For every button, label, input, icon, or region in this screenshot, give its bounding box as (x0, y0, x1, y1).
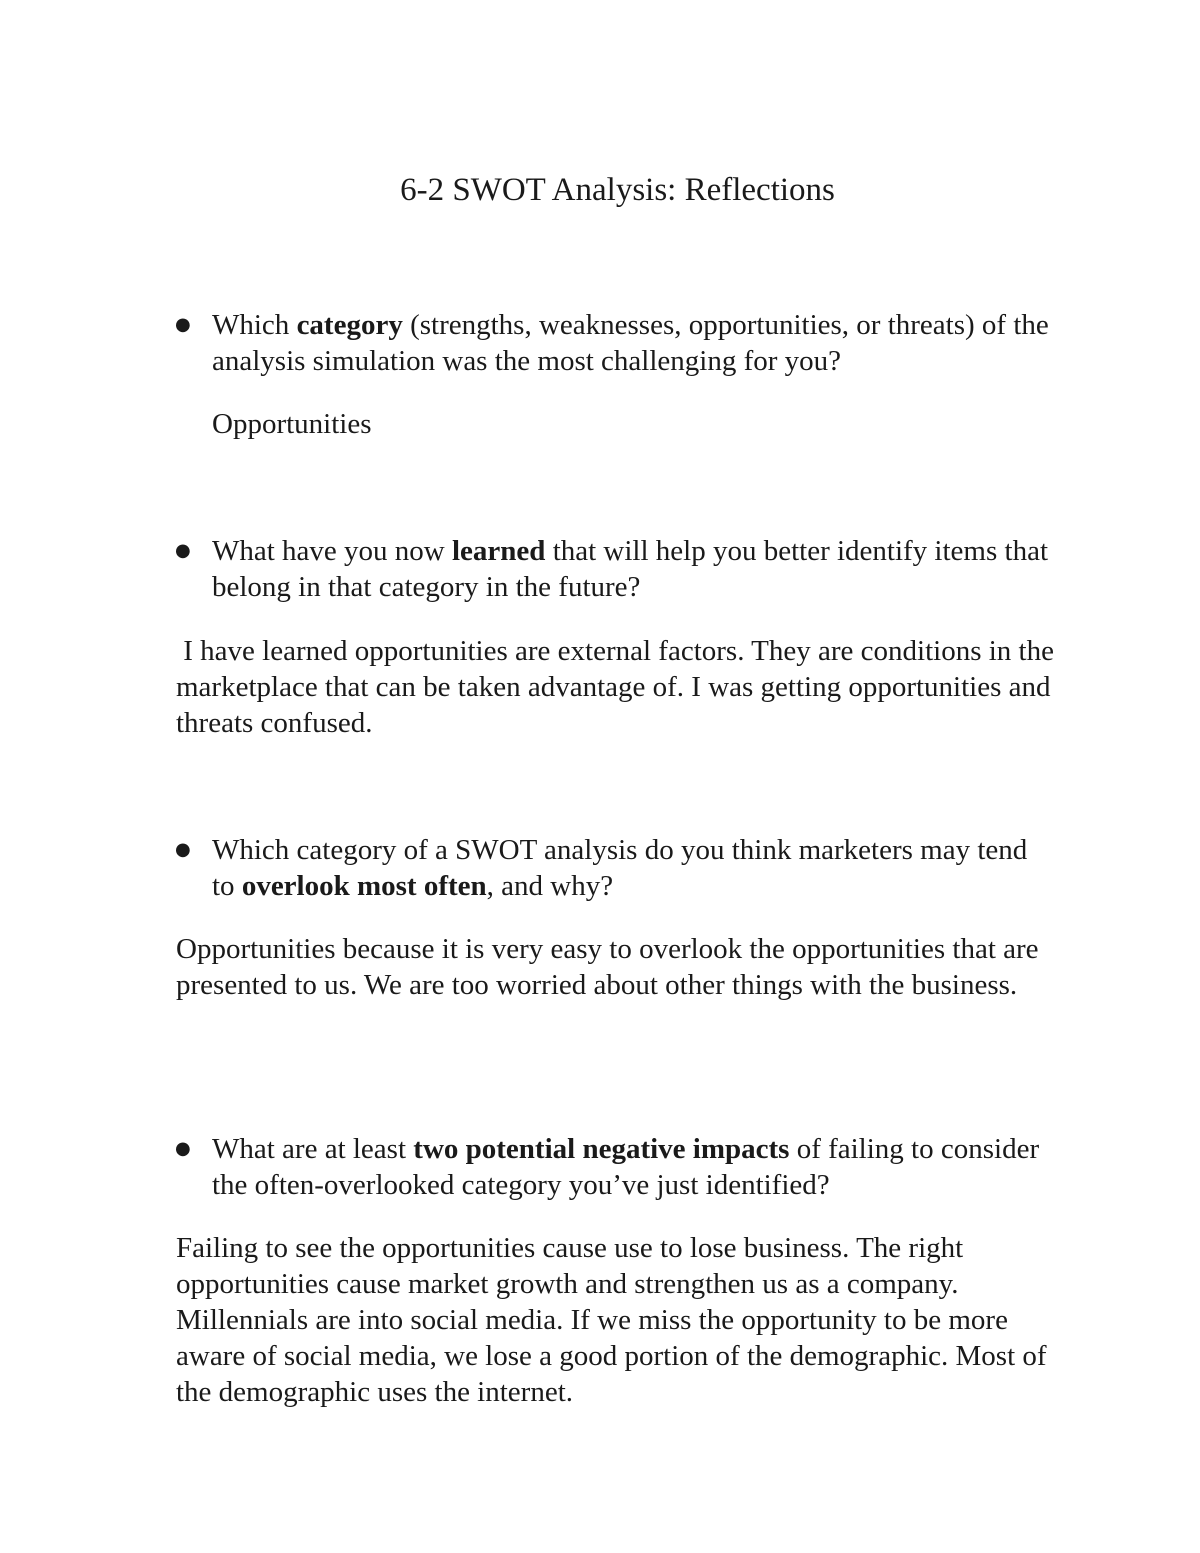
question-4-emphasis: two potential negative impacts (413, 1133, 790, 1165)
question-2-emphasis: learned (452, 535, 546, 567)
answer-3: Opportunities because it is very easy to overlook the opportunities that are presented to us. We are too worried about other things with the business. (176, 933, 1039, 1001)
question-4 (175, 1131, 1052, 1203)
question-3 (175, 832, 1052, 904)
question-2-text-post: that will help you better identify items that belong in that category in the future? (212, 535, 1048, 603)
question-2-text-pre: What have you now (212, 535, 452, 567)
question-3-text-pre: Which category of a SWOT analysis do you think marketers may tend to (212, 834, 1028, 902)
question-1 (175, 307, 1052, 379)
document-title: 6-2 SWOT Analysis: Reflections (400, 172, 835, 208)
question-3-text-post: , and why? (486, 870, 614, 902)
answer-2: I have learned opportunities are external factors. They are conditions in the marketplace that can be taken advantage of. I was getting opportunities and threats confused. (176, 635, 1062, 739)
question-4-text-post: of failing to consider the often-overlooked category you’ve just identified? (212, 1133, 1040, 1201)
question-1-text-pre: Which (212, 309, 297, 341)
question-2 (175, 533, 1052, 605)
answer-4: Failing to see the opportunities cause use to lose business. The right opportunities cause market growth and strengthen us as a company. Millennials are into social media. If we miss the opportunity to be more aware of social media, we lose a good portion of the demographic. Most of the demographic uses the internet. (176, 1232, 1047, 1408)
bullet-icon: ● (175, 314, 191, 335)
question-4-text-pre: What are at least (212, 1133, 414, 1165)
bullet-icon: ● (175, 839, 191, 860)
question-3-emphasis: overlook most often (241, 870, 487, 902)
question-1-emphasis: category (296, 309, 403, 341)
answer-1: Opportunities (212, 408, 372, 440)
bullet-icon: ● (175, 1138, 191, 1159)
bullet-icon: ● (175, 540, 191, 561)
question-1-text-post: (strengths, weaknesses, opportunities, or threats) of the analysis simulation was the most challenging for you? (212, 309, 1049, 377)
